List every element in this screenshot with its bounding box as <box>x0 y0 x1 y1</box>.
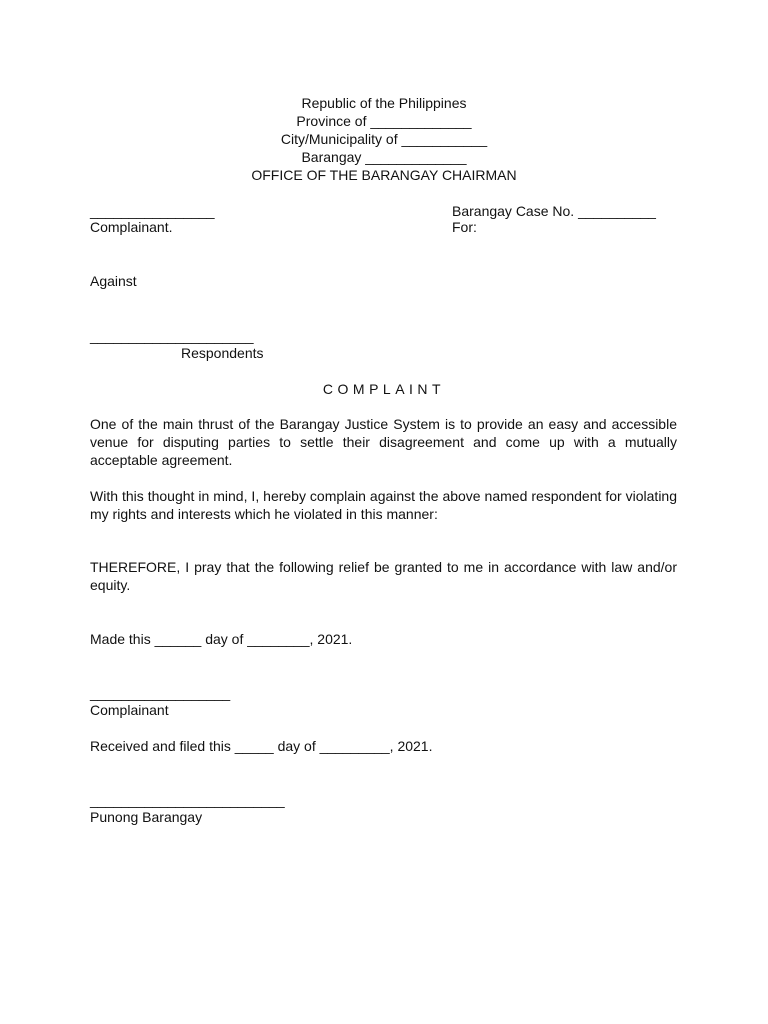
paragraph-complaint-statement: With this thought in mind, I, hereby complain against the above named respondent for violating my rights and interests which he violated in this manner: <box>90 488 677 522</box>
header-barangay: Barangay _____________ <box>301 149 467 165</box>
complainant-signature-label: Complainant <box>90 702 169 718</box>
header-office: OFFICE OF THE BARANGAY CHAIRMAN <box>251 167 517 183</box>
against-label: Against <box>90 273 137 289</box>
respondent-name-blank: _____________________ <box>90 328 254 344</box>
made-this-date-line: Made this ______ day of ________, 2021. <box>90 631 353 647</box>
punong-barangay-signature-line: _________________________ <box>90 792 285 808</box>
header-republic: Republic of the Philippines <box>301 95 467 111</box>
complainant-label: Complainant. <box>90 219 173 235</box>
barangay-case-number: Barangay Case No. __________ <box>452 203 656 219</box>
document-header <box>0 94 768 184</box>
case-for-label: For: <box>452 219 477 235</box>
document-title: COMPLAINT <box>322 381 446 397</box>
punong-barangay-label: Punong Barangay <box>90 809 203 825</box>
header-province: Province of _____________ <box>296 113 472 129</box>
paragraph-prayer-for-relief: THEREFORE, I pray that the following relief be granted to me in accordance with law and/or equity. <box>90 559 677 593</box>
header-city-municipality: City/Municipality of ___________ <box>280 131 488 147</box>
complainant-name-blank: ________________ <box>90 203 215 219</box>
complainant-signature-line: __________________ <box>90 685 231 701</box>
respondents-label: Respondents <box>181 345 264 361</box>
paragraph-justice-system: One of the main thrust of the Barangay Justice System is to provide an easy and accessible venue for disputing parties to settle their disagreement and come up with a mutually acceptable agreement. <box>90 416 677 468</box>
received-filed-date-line: Received and filed this _____ day of _________, 2021. <box>90 738 433 754</box>
